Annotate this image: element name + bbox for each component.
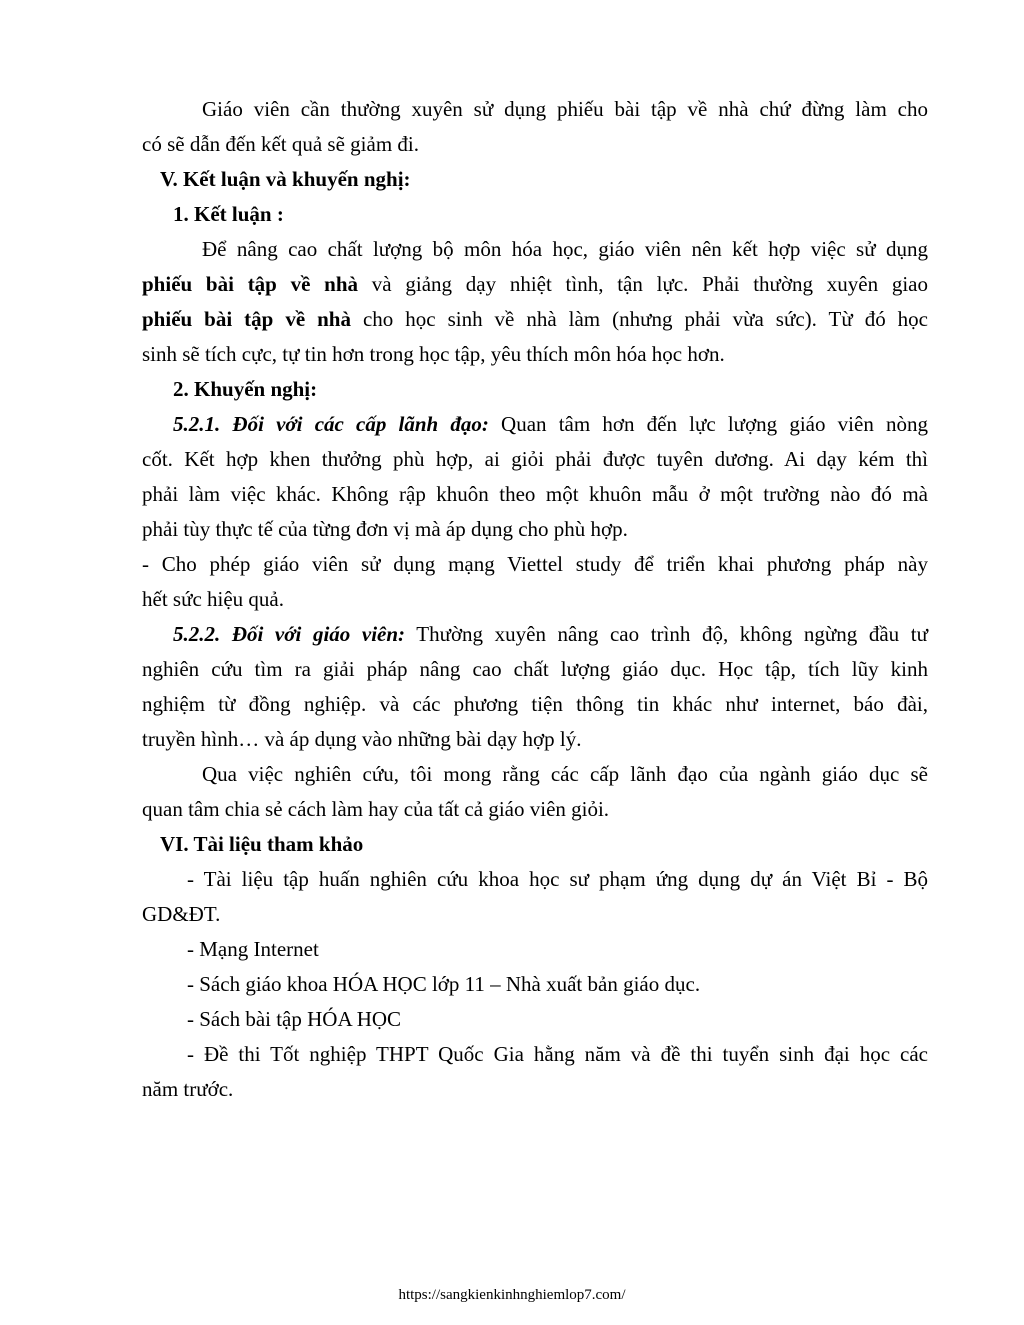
text-span: và giảng dạy nhiệt tình, tận lực. Phải thường xuyên giao <box>358 272 929 296</box>
bold-phrase: phiếu bài tập về nhà <box>142 272 359 296</box>
paragraph-line: Giáo viên cần thường xuyên sử dụng phiếu bài tập về nhà chứ đừng làm cho <box>202 97 928 121</box>
section-heading-conclusion: V. Kết luận và khuyến nghị: <box>160 167 411 191</box>
paragraph-line: phải làm việc khác. Không rập khuôn theo một khuôn mẫu ở một trường nào đó mà <box>142 482 928 506</box>
section-heading-references: VI. Tài liệu tham khảo <box>160 832 364 856</box>
footer-url[interactable]: https://sangkienkinhnghiemlop7.com/ <box>398 1287 626 1303</box>
paragraph-line: có sẽ dẫn đến kết quả sẽ giảm đi. <box>142 132 419 156</box>
paragraph-line <box>173 617 928 651</box>
paragraph-line: sinh sẽ tích cực, tự tin hơn trong học tập, yêu thích môn hóa học hơn. <box>142 342 725 366</box>
bold-phrase: phiếu bài tập về nhà <box>142 307 351 331</box>
bold-italic-phrase: 5.2.1. Đối với các cấp lãnh đạo: <box>173 412 489 436</box>
paragraph-line <box>142 267 928 301</box>
text-span: cho học sinh về nhà làm (nhưng phải vừa sức). Từ đó học <box>350 307 928 331</box>
reference-item: - Đề thi Tốt nghiệp THPT Quốc Gia hằng năm và đề thi tuyển sinh đại học các <box>187 1042 928 1066</box>
paragraph-line: nghiệm từ đồng nghiệp. và các phương tiện thông tin khác như internet, báo đài, <box>142 692 928 716</box>
text-span: Thường xuyên nâng cao trình độ, không ngừng đầu tư <box>405 622 928 646</box>
reference-item: GD&ĐT. <box>142 902 221 926</box>
subheading-conclusion: 1. Kết luận : <box>173 202 284 226</box>
paragraph-line: phải tùy thực tế của từng đơn vị mà áp dụng cho phù hợp. <box>142 517 628 541</box>
paragraph-line <box>173 407 928 441</box>
reference-item: - Sách bài tập HÓA HỌC <box>187 1007 402 1031</box>
paragraph-line <box>142 302 928 336</box>
paragraph-line: Qua việc nghiên cứu, tôi mong rằng các cấp lãnh đạo của ngành giáo dục sẽ <box>202 762 928 786</box>
bold-italic-phrase: 5.2.2. Đối với giáo viên: <box>173 622 406 646</box>
reference-item: năm trước. <box>142 1077 234 1101</box>
paragraph-line: hết sức hiệu quả. <box>142 587 285 611</box>
reference-item: - Sách giáo khoa HÓA HỌC lớp 11 – Nhà xuất bản giáo dục. <box>187 972 701 996</box>
paragraph-line: nghiên cứu tìm ra giải pháp nâng cao chất lượng giáo dục. Học tập, tích lũy kinh <box>142 657 928 681</box>
text-span: Quan tâm hơn đến lực lượng giáo viên nòng <box>488 412 929 436</box>
paragraph-line: truyền hình… và áp dụng vào những bài dạy hợp lý. <box>142 727 582 751</box>
reference-item: - Mạng Internet <box>187 937 319 961</box>
paragraph-line: Để nâng cao chất lượng bộ môn hóa học, giáo viên nên kết hợp việc sử dụng <box>202 237 928 261</box>
reference-item: - Tài liệu tập huấn nghiên cứu khoa học sư phạm ứng dụng dự án Việt Bỉ - Bộ <box>187 867 928 891</box>
subheading-recommendations: 2. Khuyến nghị: <box>173 377 318 401</box>
paragraph-line: cốt. Kết hợp khen thưởng phù hợp, ai giỏi phải được tuyên dương. Ai dạy kém thì <box>142 447 928 471</box>
paragraph-line: - Cho phép giáo viên sử dụng mạng Viettel study để triển khai phương pháp này <box>142 552 928 576</box>
paragraph-line: quan tâm chia sẻ cách làm hay của tất cả giáo viên giỏi. <box>142 797 610 821</box>
